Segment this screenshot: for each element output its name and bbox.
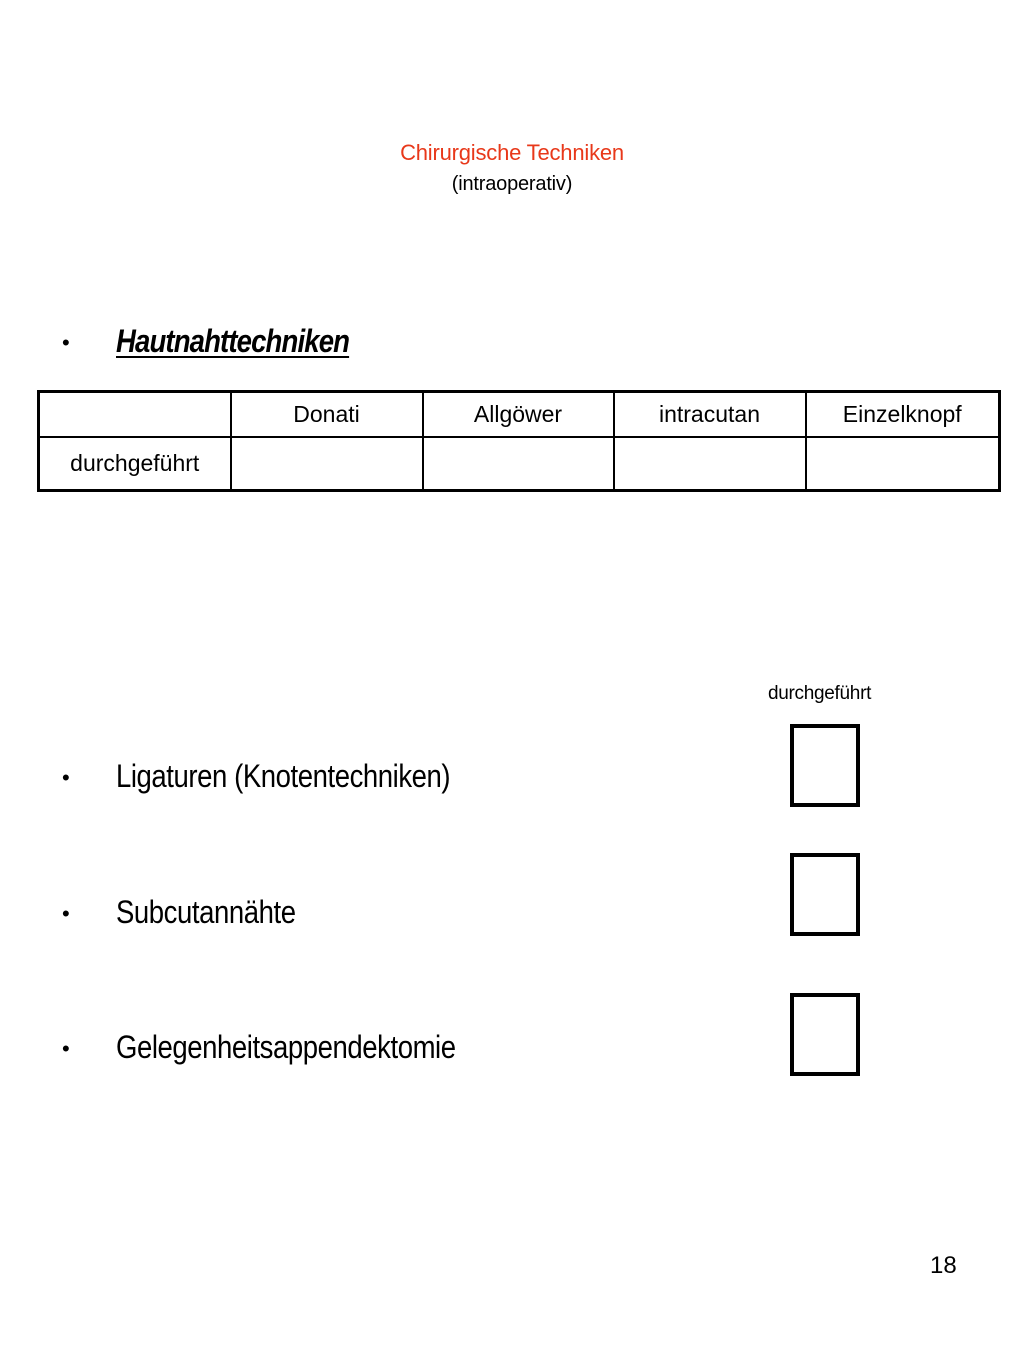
page-title: Chirurgische Techniken <box>400 140 624 165</box>
table-cell-einzelknopf[interactable] <box>806 437 1000 491</box>
table-cell-donati[interactable] <box>231 437 423 491</box>
checklist-item-ligaturen: Ligaturen (Knotentechniken) <box>116 758 451 794</box>
checklist-column-label: durchgeführt <box>768 683 872 704</box>
list-bullet: • <box>62 901 70 926</box>
list-bullet: • <box>62 1036 70 1061</box>
section-heading: Hautnahttechniken <box>116 323 350 359</box>
table-header-cell: intracutan <box>614 392 806 438</box>
checkbox-ligaturen[interactable] <box>790 724 860 807</box>
table-header-cell: Allgöwer <box>423 392 614 438</box>
checkbox-gelegenheitsappendektomie[interactable] <box>790 993 860 1076</box>
checklist-item-gelegenheitsappendektomie: Gelegenheitsappendektomie <box>116 1029 456 1065</box>
table-header-cell: Donati <box>231 392 423 438</box>
table-header-cell: Einzelknopf <box>806 392 1000 438</box>
table-cell-allgoewer[interactable] <box>423 437 614 491</box>
checkbox-subcutannaehte[interactable] <box>790 853 860 936</box>
section-bullet: • <box>62 330 70 355</box>
page-number: 18 <box>930 1252 957 1279</box>
table-cell-intracutan[interactable] <box>614 437 806 491</box>
table-row <box>39 437 1000 491</box>
checklist-item-subcutannaehte: Subcutannähte <box>116 894 296 930</box>
page-subtitle: (intraoperativ) <box>451 173 573 195</box>
table-row-label: durchgeführt <box>39 437 231 491</box>
table-header-row <box>39 392 1000 438</box>
list-bullet: • <box>62 765 70 790</box>
page-header <box>0 138 1024 200</box>
suture-technique-table <box>37 390 1001 492</box>
table-header-cell <box>39 392 231 438</box>
